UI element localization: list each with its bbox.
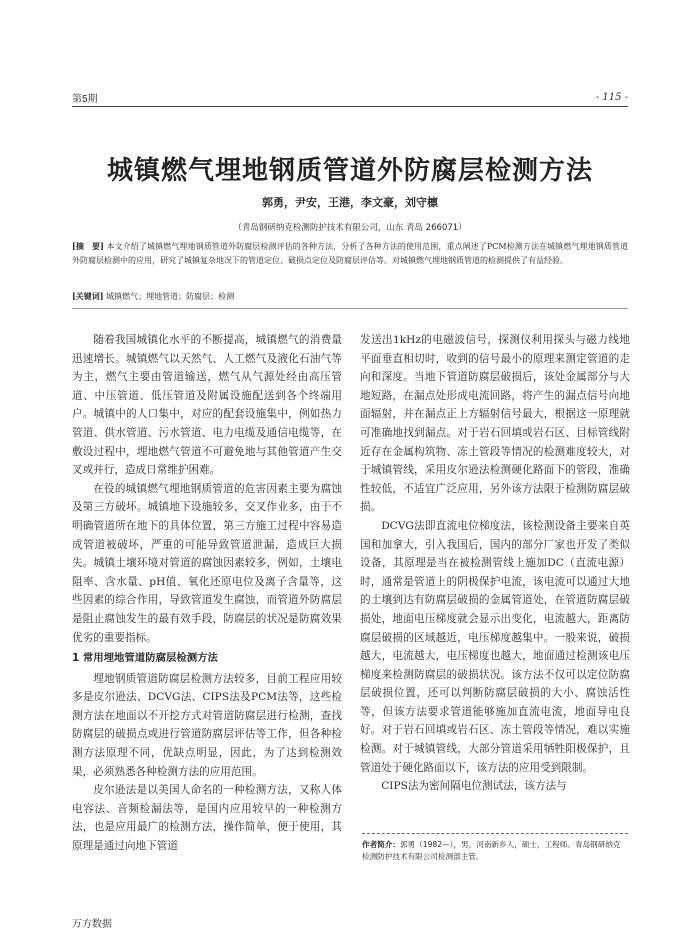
paragraph: 随着我国城镇化水平的不断提高，城镇燃气的消费量迅速增长。城镇燃气以天然气、人工燃气及液化石油气等为主，燃气主要由管道输送，燃气从气源处经由高压管道、中压管道、低压管道及附属设施配送到各个终端用户。城镇中的人口集中，对应的配套设施集中，例如热力管道、供水管道、污水管道、电力电缆及通信电缆等，在敷设过程中，埋地燃气管道不可避免地与其他管道产生交叉或并行，造成日常维护困难。 [72,334,342,477]
paragraph: 皮尔逊法是以美国人命名的一种检测方法，又称人体电容法、音频检漏法等，是国内应用较早的一种检测方法，也是应用最广的检测方法，操作简单，便于使用，其原理是通过向地下管道 [72,784,342,853]
paragraph: 在役的城镇燃气埋地钢质管道的危害因素主要为腐蚀及第三方破坏。城镇地下设施较多，交叉作业多，由于不明确管道所在地下的具体位置，第三方施工过程中容易造成管道被破坏，严重的可能导致管道泄漏，造成巨大损失。城镇土壤环境对管道的腐蚀因素较多，例如，土壤电阻率、含水量、pH值、氧化还原电位及离子含量等，这些因素的综合作用，导致管道发生腐蚀，而管道外防腐层是阻止腐蚀发生的最有效手段，防腐层的状况是防腐效果优劣的重要指标。 [72,482,342,644]
paragraph: 埋地钢质管道防腐层检测方法较多，目前工程应用较多是皮尔逊法、DCVG法、CIPS法及PCM法等，这些检测方法在地面以不开挖方式对管道防腐层进行检测，查找防腐层的破损点或进行管道防腐层评估等工作，但各种检测方法原理不同，优缺点明显，因此，为了达到检测效果，必须熟悉各种检测方法的应用范围。 [72,672,342,778]
author-affiliation: （青岛钢研纳克检测防护技术有限公司，山东 青岛 266071） [233,223,467,233]
keywords-label: [关键词] [72,291,104,301]
body-right-column [360,331,630,796]
paragraph-continued: 发送出1kHz的电磁波信号，探测仪利用探头与磁力线地平面垂直相切时，收到的信号最小的原理来测定管道的走向和深度。当地下管道防腐层破损后，该处金属部分与大地短路，在漏点处形成电流回路，将产生的漏点信号向地面辐射，并在漏点正上方辐射信号最大，根据这一原理就可准确地找到漏点。对于岩石回填或岩石区、目标管线附近存在金属构筑物、冻土管段等情况的检测难度较大，对于城镇管线，采用皮尔逊法检测硬化路面下的管段，准确性较低，不适宜广泛应用，另外该方法限于检测防腐层破损。 [360,334,630,514]
abstract-separator [72,308,628,309]
journal-issue: 第5期 [72,94,98,105]
body-left-column [72,331,342,856]
author-list: 郭勇，尹安，王港，李文豪，刘守檩 [262,196,438,209]
abstract-label: [摘 要] [72,241,104,251]
footnote-rule [362,833,628,834]
section-heading: 1 常用埋地管道防腐层检测方法 [72,652,218,665]
paragraph: CIPS法为密间隔电位测试法，该方法与 [381,780,567,793]
footnote-label: 作者简介： [362,840,400,849]
keywords [72,289,628,304]
abstract [72,239,628,268]
header-rule [72,106,628,107]
footnote-text: 郭勇（1982—），男，河南新乡人，硕士，工程师。青岛钢研纳克检测防护技术有限公司检测部主管。 [362,840,621,861]
keywords-text: 城镇燃气；埋地管道；防腐层；检测 [106,292,235,301]
author-footnote [362,839,628,863]
article-title: 城镇燃气埋地钢质管道外防腐层检测方法 [106,156,593,186]
page-number: - 115 - [595,92,628,103]
abstract-text: 本文介绍了城镇燃气埋地钢质管道外防腐层检测评估的各种方法，分析了各种方法的使用范围，重点阐述了PCM检测方法在城镇燃气埋地钢质管道外防腐层检测中的应用，研究了城镇复杂地况下的管道定位、破损点定位及防腐层评估等。对城镇燃气埋地钢质管道的检测提供了有益经验。 [72,242,628,265]
paragraph: DCVG法即直流电位梯度法，该检测设备主要来自英国和加拿大，引入我国后，国内的部分厂家也开发了类似设备，其原理是当在被检测管线上施加DC（直流电源）时，通常是管道上的阴极保护电流，该电流可以通过大地的土壤到达有防腐层破损的金属管道处，在管道防腐层破损处，地面电压梯度就会显示出变化，电流越大，距离防腐层破损的区域越近，电压梯度越集中。一般来说，破损越大，电流越大，电压梯度也越大，地面通过检测该电压梯度来检测防腐层的破损状况。该方法不仅可以定位防腐层破损位置，还可以判断防腐层破损的大小、腐蚀活性等，但该方法要求管道能够施加直流电流，地面导电良好。对于岩石回填或岩石区、冻土管段等情况，难以实施检测。对于城镇管线，大部分管道采用牺牲阳极保护，且管道处于硬化路面以下，该方法的应用受到限制。 [360,519,630,774]
database-watermark: 万方数据 [72,919,112,930]
